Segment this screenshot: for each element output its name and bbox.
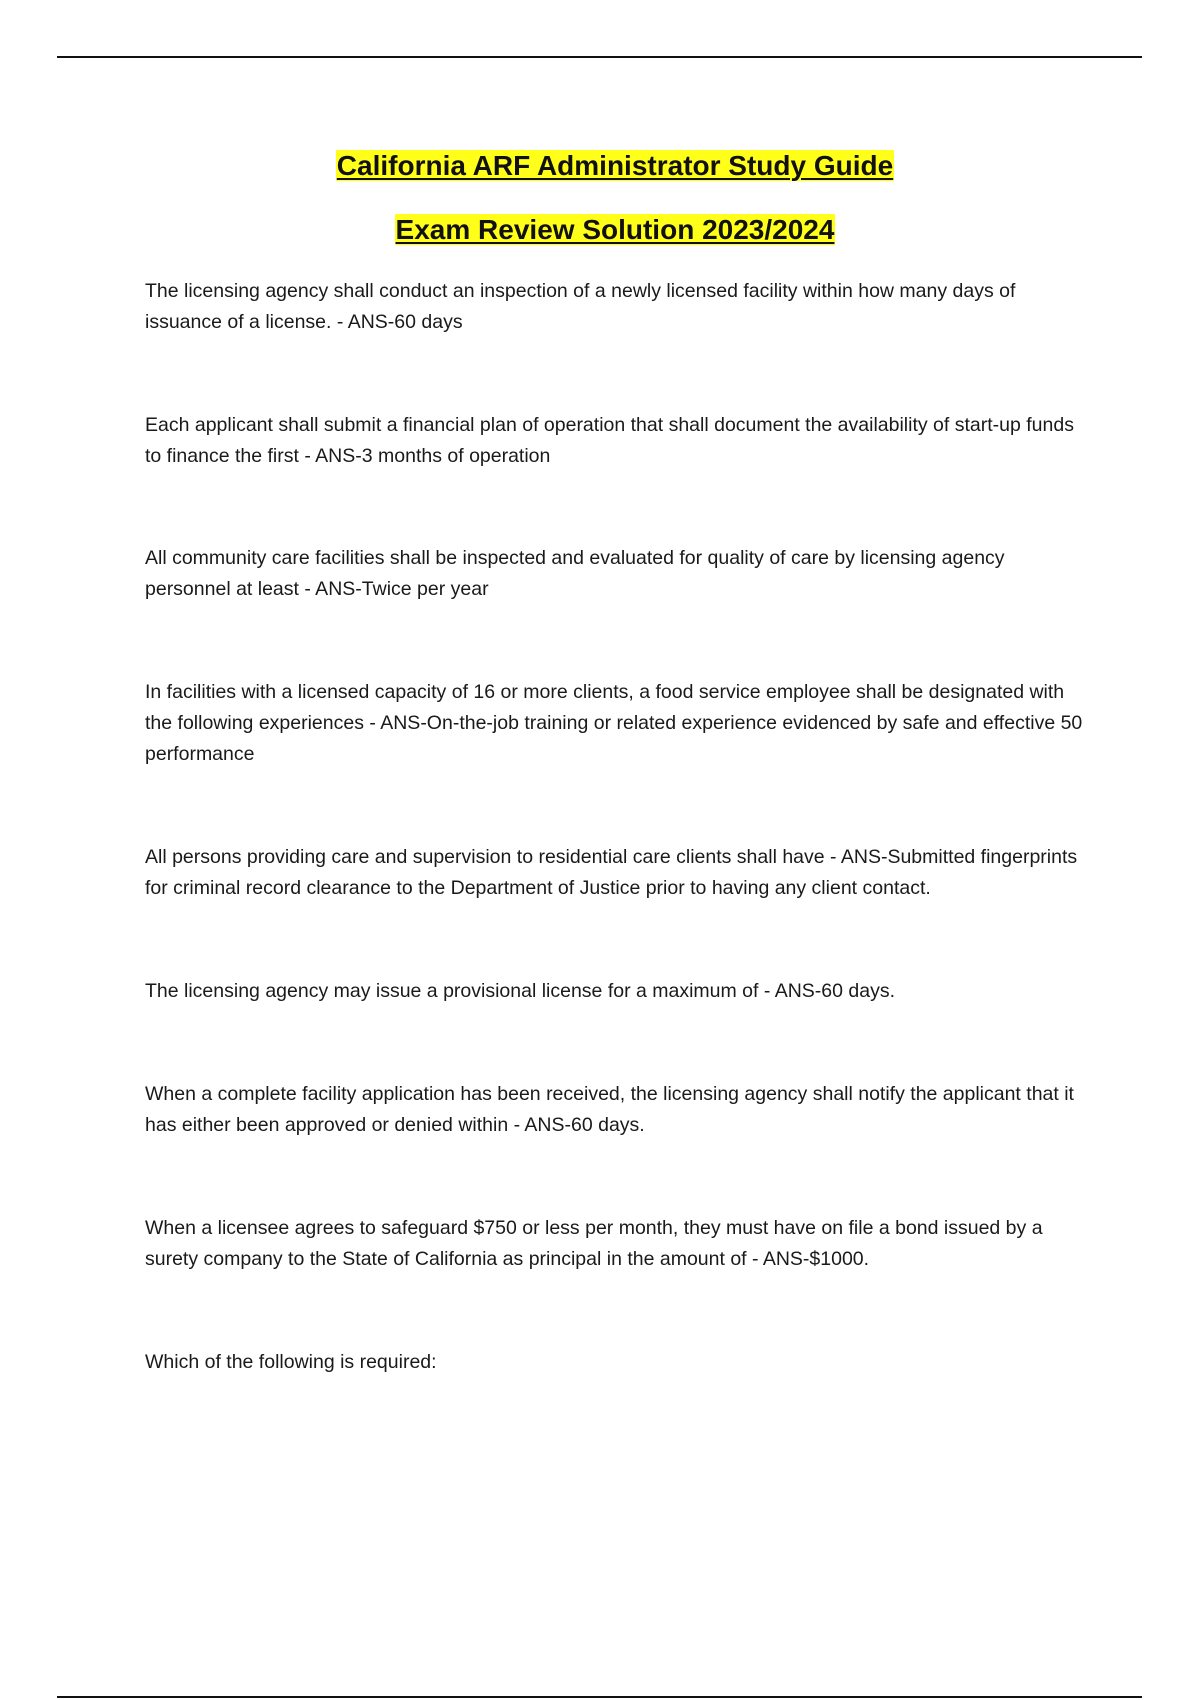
- qa-item-6: The licensing agency may issue a provisional license for a maximum of - ANS-60 days.: [145, 980, 895, 1002]
- qa-item-4: In facilities with a licensed capacity of 16 or more clients, a food service employee shall be designated with the following experiences - ANS-On-the-job training or related experience evidenced by safe and effective 50 performance: [145, 681, 1083, 765]
- qa-item-5: All persons providing care and supervision to residential care clients shall have - ANS-Submitted fingerprints for criminal record clearance to the Department of Justice prior to having any client contact.: [145, 846, 1078, 899]
- top-rule: [57, 56, 1142, 58]
- qa-item-9: Which of the following is required:: [145, 1351, 437, 1373]
- document-subtitle-text: Exam Review Solution 2023/2024: [395, 214, 835, 245]
- qa-item-3: All community care facilities shall be inspected and evaluated for quality of care by licensing agency personnel at least - ANS-Twice per year: [145, 547, 1005, 600]
- bottom-rule: [57, 1696, 1142, 1698]
- qa-item-2: Each applicant shall submit a financial plan of operation that shall document the availability of start-up funds to finance the first - ANS-3 months of operation: [145, 414, 1074, 467]
- qa-item-1: The licensing agency shall conduct an inspection of a newly licensed facility within how many days of issuance of a license. - ANS-60 days: [145, 280, 1016, 333]
- qa-item-8: When a licensee agrees to safeguard $750 or less per month, they must have on file a bond issued by a surety company to the State of California as principal in the amount of - ANS-$1000.: [145, 1217, 1043, 1270]
- qa-item-7: When a complete facility application has been received, the licensing agency shall notify the applicant that it has either been approved or denied within - ANS-60 days.: [145, 1083, 1074, 1136]
- document-subtitle: [0, 213, 1200, 247]
- document-title: [0, 149, 1200, 183]
- document-title-text: California ARF Administrator Study Guide: [336, 150, 894, 181]
